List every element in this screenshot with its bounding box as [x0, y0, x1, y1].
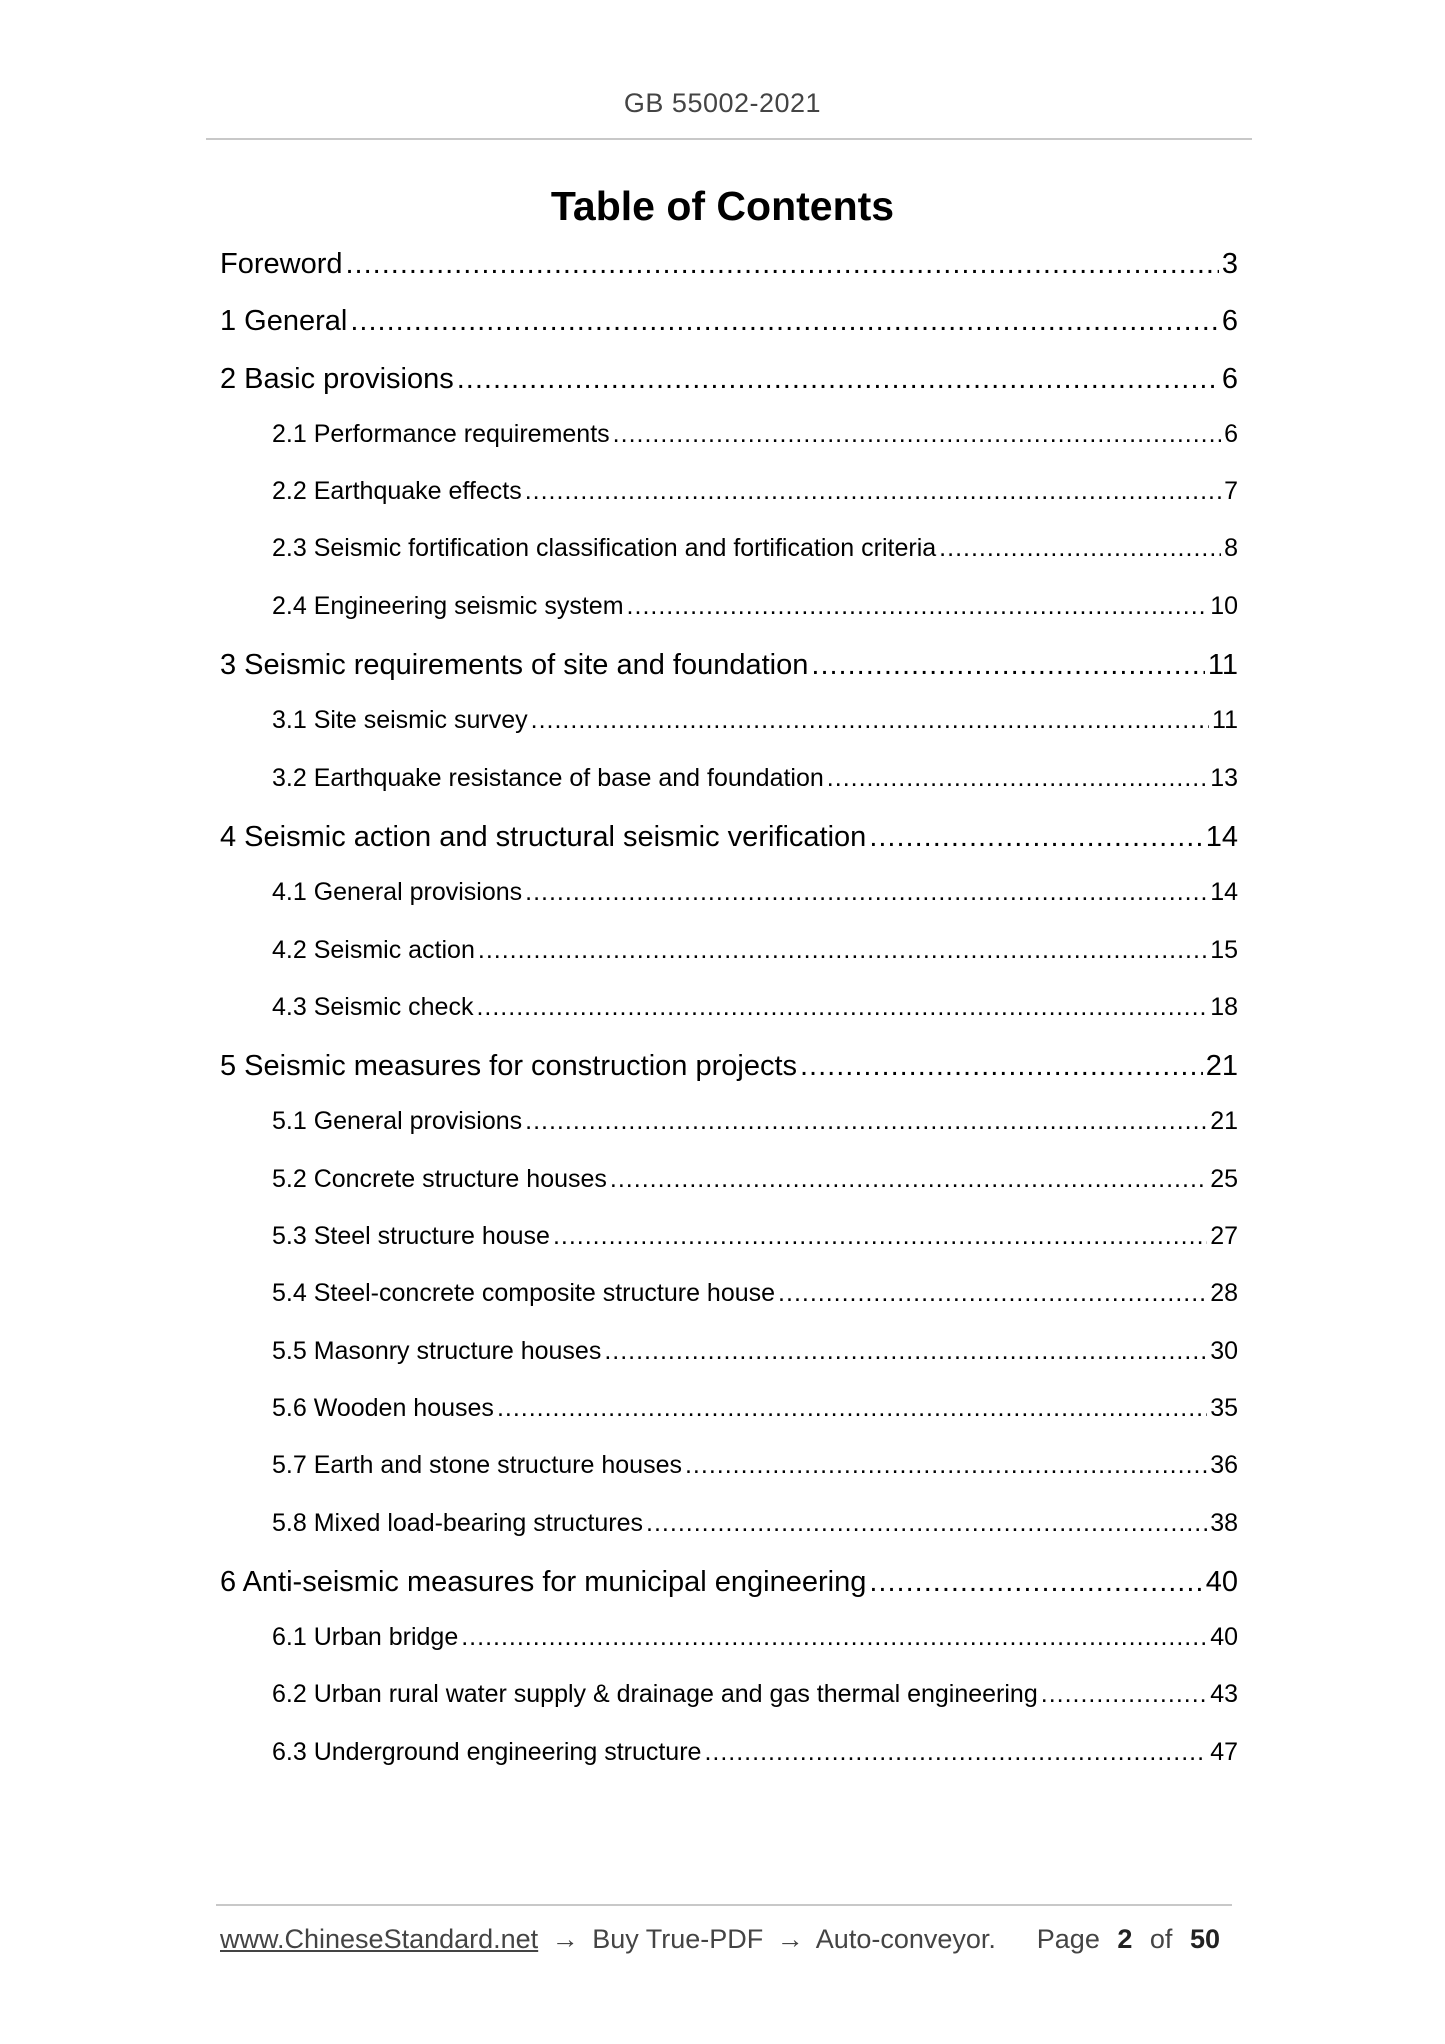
toc-entry-label: 2.1 Performance requirements	[272, 419, 610, 448]
toc-entry-label: 5.6 Wooden houses	[272, 1393, 494, 1422]
auto-conveyor-text: Auto-conveyor.	[815, 1924, 996, 1954]
toc-entry[interactable]	[220, 248, 1238, 305]
toc-dot-leader	[350, 305, 1219, 338]
toc-entry-page: 47	[1210, 1737, 1238, 1766]
toc-dot-leader	[869, 1566, 1202, 1599]
toc-entry[interactable]	[220, 1623, 1238, 1680]
page-word: Page	[1036, 1924, 1100, 1954]
toc-dot-leader	[939, 534, 1221, 563]
toc-dot-leader	[704, 1738, 1207, 1767]
toc-entry[interactable]	[220, 305, 1238, 362]
toc-entry[interactable]	[220, 1394, 1238, 1451]
toc-entry[interactable]	[220, 420, 1238, 477]
toc-entry[interactable]	[220, 821, 1238, 878]
page-header: GB 55002-2021	[623, 88, 822, 118]
toc-entry-label: 5.3 Steel structure house	[272, 1222, 550, 1251]
toc-entry-page: 30	[1210, 1336, 1238, 1365]
toc-entry-label: 2.4 Engineering seismic system	[272, 591, 624, 620]
toc-dot-leader	[604, 1337, 1207, 1366]
toc-entry[interactable]	[220, 592, 1238, 649]
toc-entry-page: 40	[1210, 1623, 1238, 1652]
toc-entry-label: 4 Seismic action and structural seismic verification	[220, 820, 867, 853]
toc-dot-leader	[800, 1050, 1203, 1083]
toc-entry[interactable]	[220, 649, 1238, 706]
toc-dot-leader	[553, 1222, 1207, 1251]
toc-entry-page: 6	[1224, 419, 1238, 448]
toc-entry[interactable]	[220, 534, 1238, 591]
toc-entry[interactable]	[220, 1738, 1238, 1795]
footer-links	[220, 1924, 996, 1955]
toc-dot-leader	[525, 477, 1221, 506]
toc-entry[interactable]	[220, 477, 1238, 534]
toc-entry-page: 11	[1207, 649, 1238, 682]
toc-dot-leader	[1041, 1680, 1207, 1709]
toc-dot-leader	[457, 363, 1219, 396]
toc-entry-label: 2 Basic provisions	[220, 362, 454, 395]
toc-entry-page: 14	[1205, 820, 1238, 853]
toc-entry-label: 2.3 Seismic fortification classification and fortification criteria	[272, 534, 937, 563]
toc-entry-label: 1 General	[220, 305, 348, 338]
toc-entry-page: 7	[1224, 477, 1238, 506]
toc-entry[interactable]	[220, 363, 1238, 420]
buy-true-pdf-text: Buy True-PDF	[592, 1924, 764, 1954]
toc-dot-leader	[778, 1279, 1207, 1308]
toc-entry-page: 6	[1221, 305, 1238, 338]
toc-dot-leader	[461, 1623, 1207, 1652]
table-of-contents	[220, 248, 1238, 1795]
toc-entry-label: 2.2 Earthquake effects	[272, 477, 522, 506]
of-word: of	[1149, 1924, 1173, 1954]
toc-entry[interactable]	[220, 936, 1238, 993]
toc-dot-leader	[525, 878, 1207, 907]
toc-entry[interactable]	[220, 1107, 1238, 1164]
toc-entry-page: 36	[1210, 1451, 1238, 1480]
toc-dot-leader	[346, 248, 1219, 281]
toc-dot-leader	[525, 1107, 1207, 1136]
toc-entry[interactable]	[220, 1279, 1238, 1336]
toc-entry-page: 10	[1210, 591, 1238, 620]
toc-entry-page: 8	[1224, 534, 1238, 563]
toc-entry-label: 3 Seismic requirements of site and foundation	[220, 649, 809, 682]
toc-entry-label: 5.2 Concrete structure houses	[272, 1164, 607, 1193]
toc-entry[interactable]	[220, 1337, 1238, 1394]
header-divider	[206, 138, 1252, 140]
right-arrow-icon: →	[776, 1924, 804, 1954]
toc-entry-page: 28	[1210, 1279, 1238, 1308]
toc-entry[interactable]	[220, 706, 1238, 763]
right-arrow-icon: →	[551, 1924, 579, 1954]
toc-entry-page: 13	[1210, 763, 1238, 792]
toc-entry-label: 6.3 Underground engineering structure	[272, 1737, 702, 1766]
toc-entry-page: 14	[1210, 878, 1238, 907]
toc-dot-leader	[685, 1451, 1207, 1480]
website-link[interactable]: www.ChineseStandard.net	[220, 1924, 539, 1954]
toc-entry-label: 5.8 Mixed load-bearing structures	[272, 1508, 644, 1537]
toc-entry-label: 5.7 Earth and stone structure houses	[272, 1451, 682, 1480]
toc-entry-label: 6.1 Urban bridge	[272, 1623, 459, 1652]
current-page-number: 2	[1117, 1924, 1133, 1954]
toc-entry-label: 5.5 Masonry structure houses	[272, 1336, 602, 1365]
toc-entry[interactable]	[220, 993, 1238, 1050]
toc-entry-page: 43	[1210, 1680, 1238, 1709]
toc-dot-leader	[627, 592, 1208, 621]
toc-entry-label: 6.2 Urban rural water supply & drainage and gas thermal engineering	[272, 1680, 1038, 1709]
toc-dot-leader	[869, 821, 1202, 854]
toc-entry-label: 4.1 General provisions	[272, 878, 523, 907]
toc-entry-page: 18	[1210, 992, 1238, 1021]
toc-entry-label: 5.4 Steel-concrete composite structure house	[272, 1279, 776, 1308]
toc-entry-page: 21	[1210, 1107, 1238, 1136]
page-title: Table of Contents	[550, 183, 895, 229]
toc-dot-leader	[497, 1394, 1207, 1423]
toc-dot-leader	[610, 1165, 1207, 1194]
toc-entry-label: 4.3 Seismic check	[272, 992, 474, 1021]
toc-entry-page: 38	[1210, 1508, 1238, 1537]
toc-entry[interactable]	[220, 1165, 1238, 1222]
toc-entry-label: 5 Seismic measures for construction projects	[220, 1050, 797, 1083]
page-footer	[220, 1924, 1230, 1955]
toc-entry-label: 3.2 Earthquake resistance of base and foundation	[272, 763, 824, 792]
toc-dot-leader	[531, 706, 1209, 735]
toc-entry[interactable]	[220, 1509, 1238, 1566]
toc-entry-page: 6	[1221, 362, 1238, 395]
toc-dot-leader	[613, 420, 1221, 449]
page-indicator	[1037, 1924, 1230, 1955]
toc-entry-label: 6 Anti-seismic measures for municipal engineering	[220, 1565, 867, 1598]
toc-entry[interactable]	[220, 1050, 1238, 1107]
toc-dot-leader	[478, 936, 1207, 965]
toc-entry-page: 3	[1221, 248, 1238, 280]
toc-entry[interactable]	[220, 764, 1238, 821]
toc-entry-label: 4.2 Seismic action	[272, 935, 475, 964]
toc-entry-page: 11	[1212, 706, 1238, 735]
toc-entry-label: 5.1 General provisions	[272, 1107, 523, 1136]
toc-entry-label: Foreword	[220, 248, 343, 280]
toc-dot-leader	[811, 649, 1205, 682]
toc-dot-leader	[476, 993, 1207, 1022]
toc-entry[interactable]	[220, 1451, 1238, 1508]
toc-entry-page: 40	[1205, 1565, 1238, 1598]
toc-entry[interactable]	[220, 1222, 1238, 1279]
toc-entry[interactable]	[220, 1680, 1238, 1737]
toc-entry-page: 15	[1210, 935, 1238, 964]
toc-dot-leader	[646, 1509, 1207, 1538]
toc-entry-page: 35	[1210, 1393, 1238, 1422]
total-page-number: 50	[1189, 1924, 1220, 1954]
toc-entry[interactable]	[220, 1566, 1238, 1623]
toc-entry-page: 21	[1205, 1050, 1238, 1083]
toc-dot-leader	[827, 764, 1207, 793]
footer-divider	[216, 1904, 1232, 1906]
toc-entry-page: 27	[1210, 1222, 1238, 1251]
toc-entry-label: 3.1 Site seismic survey	[272, 706, 528, 735]
toc-entry-page: 25	[1210, 1164, 1238, 1193]
toc-entry[interactable]	[220, 878, 1238, 935]
